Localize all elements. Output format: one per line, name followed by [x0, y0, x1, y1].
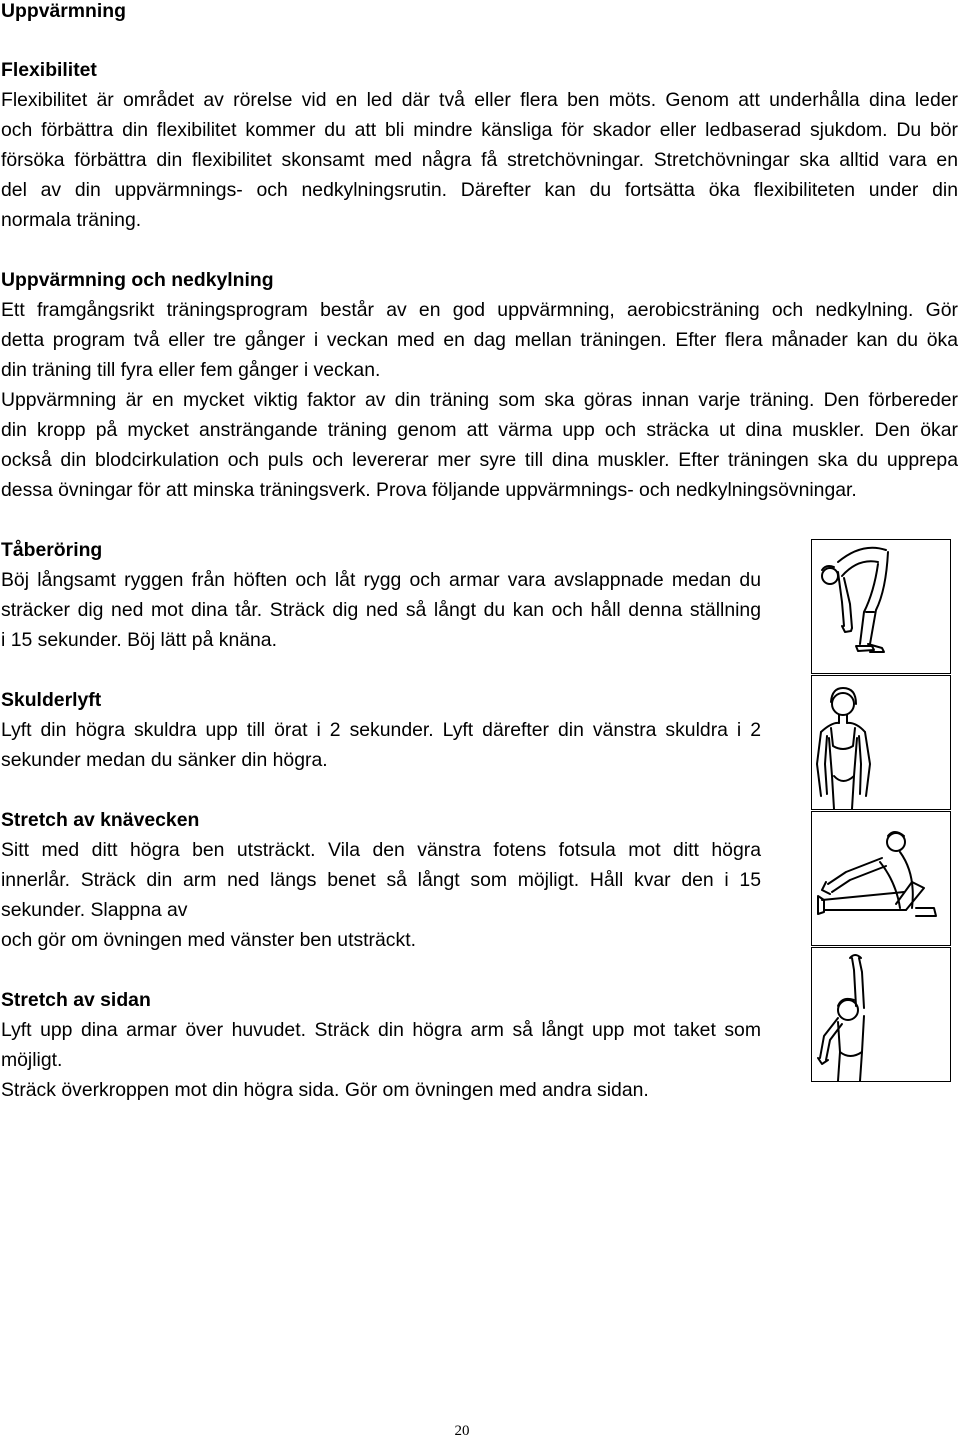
section-heading: Stretch av sidan — [1, 989, 151, 1011]
text-line: Böj långsamt ryggen från höften och låt rygg och armar vara avslappnade medan du — [1, 569, 761, 591]
text-line: Flexibilitet är området av rörelse vid en led där två eller flera ben möts. Genom att underhålla dina leder — [1, 89, 958, 111]
paragraph — [1, 1015, 761, 1075]
text-line: sekunder. Slappna av — [1, 899, 188, 921]
page-title: Uppvärmning — [1, 0, 126, 22]
side-stretch-figure-icon — [812, 948, 950, 1081]
section-stretch-av-sidan — [1, 985, 761, 1105]
paragraph — [1, 565, 761, 655]
page-number: 20 — [454, 1423, 470, 1439]
text-line: detta program två eller tre gånger i veckan med en dag mellan träningen. Efter flera månader kan du öka — [1, 329, 958, 351]
text-line: Lyft din högra skuldra upp till örat i 2 sekunder. Lyft därefter din vänstra skuldra i 2 — [1, 719, 761, 741]
section-flexibilitet — [1, 55, 958, 235]
toe-touch-figure-icon — [812, 540, 950, 673]
section-heading: Flexibilitet — [1, 59, 97, 81]
text-line: din träning till fyra eller fem gånger i veckan. — [1, 359, 381, 381]
text-line: Ett framgångsrikt träningsprogram består av en god uppvärmning, aerobicsträning och nedkylning. Gör — [1, 299, 958, 321]
section-uppvarmning-och-nedkylning — [1, 265, 958, 505]
text-line: Sitt med ditt högra ben utsträckt. Vila den vänstra fotens fotsula mot ditt högra — [1, 839, 761, 861]
toe-touch-illustration — [811, 539, 951, 674]
section-skulderlyft — [1, 685, 761, 775]
side-stretch-illustration — [811, 947, 951, 1082]
text-line: innerlår. Sträck din arm ned längs benet så långt som möjligt. Håll kvar den i 15 — [1, 869, 761, 891]
text-line: också din blodcirkulation och puls och levererar mer syre till dina muskler. Efter träningen ska du upprepa — [1, 449, 958, 471]
text-line: försöka förbättra din flexibilitet skonsamt med några få stretchövningar. Stretchövningar ska alltid vara en — [1, 149, 958, 171]
paragraph — [1, 85, 958, 235]
paragraph — [1, 1075, 761, 1105]
text-line: och förbättra din flexibilitet kommer du att bli mindre känsliga för skador eller ledbaserad sjukdom. Du bör — [1, 119, 958, 141]
section-taberoring — [1, 535, 761, 655]
paragraph — [1, 925, 761, 955]
text-line: möjligt. — [1, 1049, 63, 1071]
text-line: del av din uppvärmnings- och nedkylningsrutin. Därefter kan du fortsätta öka flexibiliteten under din — [1, 179, 958, 201]
paragraph — [1, 835, 761, 925]
section-heading: Uppvärmning och nedkylning — [1, 269, 274, 291]
text-line: dessa övningar för att minska träningsverk. Prova följande uppvärmnings- och nedkylningsövningar. — [1, 479, 857, 501]
text-line: sträcker dig ned mot dina tår. Sträck dig ned så långt du kan och håll denna ställning — [1, 599, 761, 621]
text-line: normala träning. — [1, 209, 142, 231]
seated-hamstring-stretch-figure-icon — [812, 812, 950, 945]
paragraph — [1, 295, 958, 385]
paragraph — [1, 715, 761, 775]
text-line: Lyft upp dina armar över huvudet. Sträck din högra arm så långt upp mot taket som — [1, 1019, 761, 1041]
shoulder-lift-illustration — [811, 675, 951, 810]
text-line: sekunder medan du sänker din högra. — [1, 749, 328, 771]
text-line: i 15 sekunder. Böj lätt på knäna. — [1, 629, 277, 651]
shoulder-lift-figure-icon — [812, 676, 950, 809]
section-heading: Skulderlyft — [1, 689, 102, 711]
section-heading: Stretch av knävecken — [1, 809, 200, 831]
section-heading: Tåberöring — [1, 539, 103, 561]
section-stretch-av-knavecken — [1, 805, 761, 955]
text-line: och gör om övningen med vänster ben utsträckt. — [1, 929, 416, 951]
text-line: din kropp på mycket ansträngande träning genom att värma upp och sträcka ut dina muskler. Den ökar — [1, 419, 958, 441]
text-line: Uppvärmning är en mycket viktig faktor av din träning som ska göras innan varje träning. Den förbereder — [1, 389, 958, 411]
text-line: Sträck överkroppen mot din högra sida. Gör om övningen med andra sidan. — [1, 1079, 649, 1101]
seated-hamstring-stretch-illustration — [811, 811, 951, 946]
paragraph — [1, 385, 958, 505]
